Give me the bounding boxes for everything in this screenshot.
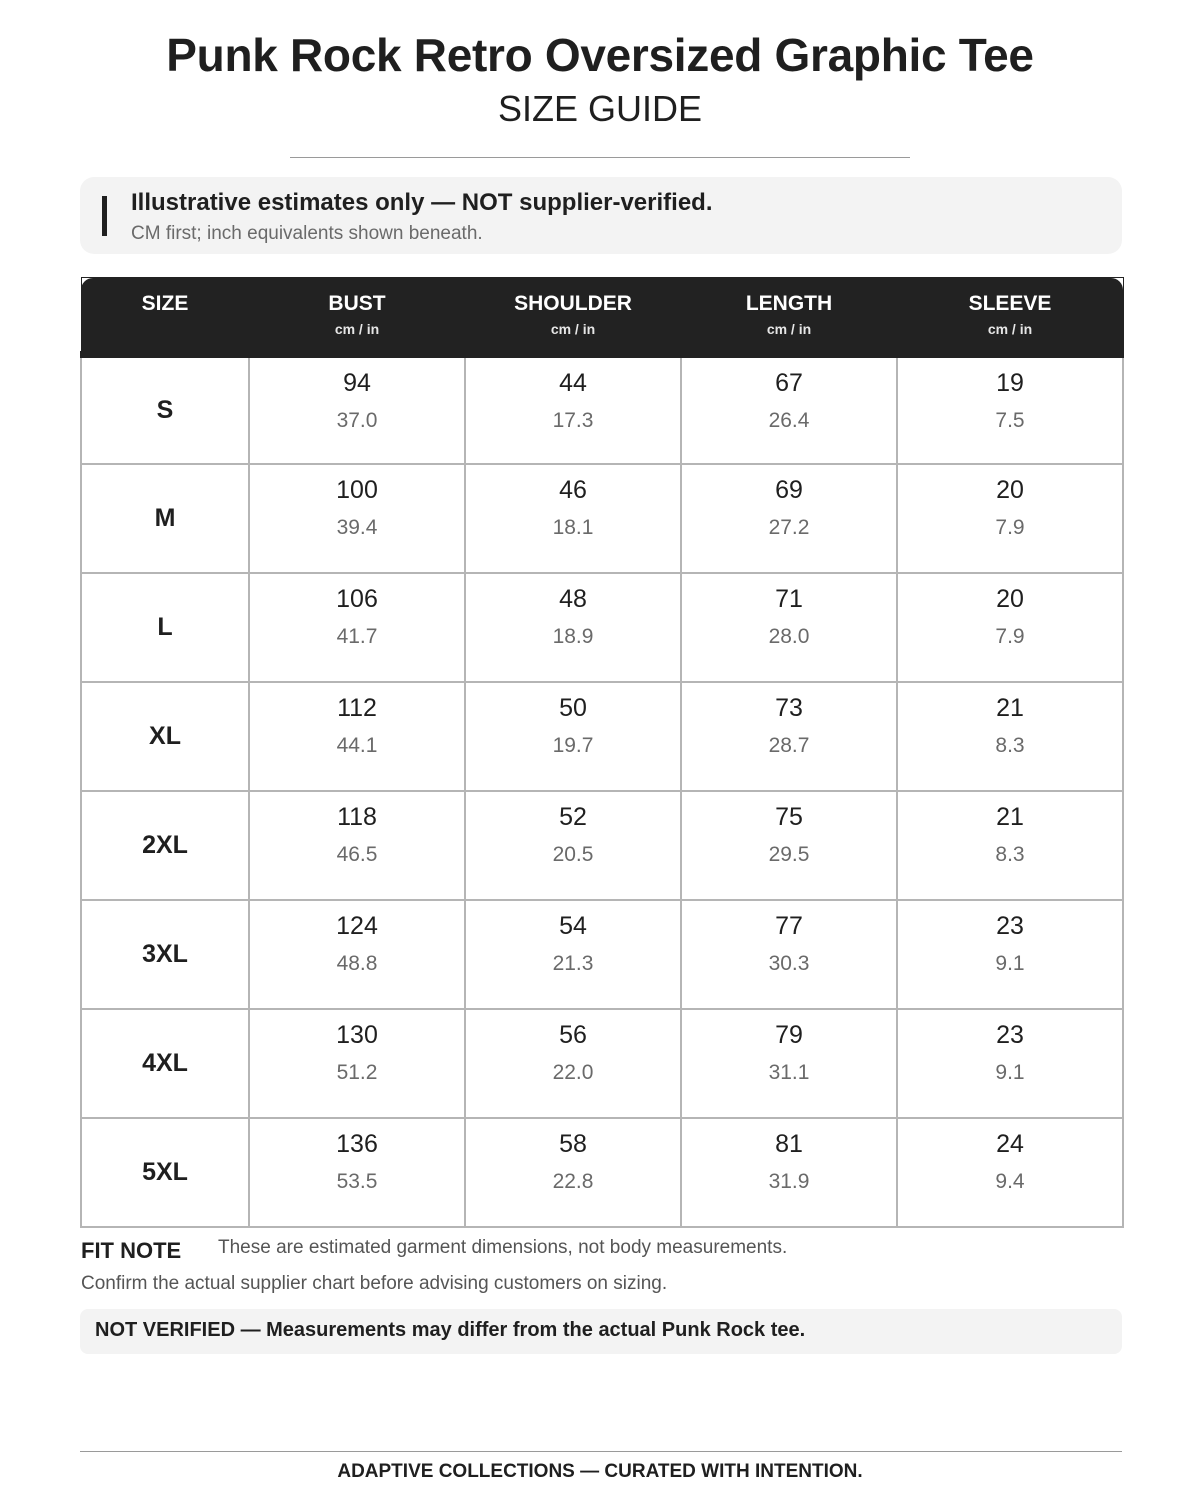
length-inch-value: 27.2 [768,515,810,539]
length-cm-value: 77 [775,911,803,940]
sleeve-cm-value: 23 [996,1020,1024,1049]
column-header-label: BUST [328,292,386,315]
shoulder-cell [465,900,681,1009]
fit-note-label: FIT NOTE [81,1238,182,1263]
shoulder-cm-value: 54 [559,911,587,940]
column-header-bust [249,278,465,355]
size-cell: 2XL [81,791,249,900]
sleeve-cm-value: 24 [996,1129,1024,1158]
table-row [81,1118,1123,1227]
table-row [81,355,1123,464]
fit-note-line-1: These are estimated garment dimensions, not body measurements. [218,1237,788,1258]
sleeve-cm-value: 23 [996,911,1024,940]
table-row [81,682,1123,791]
bust-cm-value: 94 [343,369,371,397]
column-header-unit: cm / in [334,321,380,337]
disclaimer-title: Illustrative estimates only — NOT supplier-verified. [131,189,713,216]
sleeve-cell [897,791,1123,900]
bust-cell [249,464,465,573]
column-header-label: SLEEVE [968,292,1052,315]
fit-note-line-2: Confirm the actual supplier chart before advising customers on sizing. [81,1273,668,1294]
sleeve-cell [897,682,1123,791]
sleeve-cell [897,1009,1123,1118]
shoulder-inch-value: 17.3 [552,409,594,432]
size-cell: 4XL [81,1009,249,1118]
banner-accent-bar [102,196,107,236]
disclaimer-banner [80,177,1122,254]
bust-inch-value: 44.1 [336,733,378,757]
footer-tagline: ADAPTIVE COLLECTIONS — CURATED WITH INTENTION. [337,1461,863,1482]
length-cell [681,1009,897,1118]
length-inch-value: 28.7 [768,733,810,757]
length-inch-value: 28.0 [768,624,810,648]
size-table [80,277,1124,1228]
length-cell [681,791,897,900]
bust-inch-value: 53.5 [336,1169,378,1193]
sleeve-inch-value: 7.9 [995,515,1025,539]
bust-cm-value: 118 [337,802,377,831]
length-inch-value: 29.5 [768,842,810,866]
sleeve-cell [897,1118,1123,1227]
shoulder-cell [465,355,681,464]
shoulder-inch-value: 18.9 [552,624,594,648]
size-cell: 3XL [81,900,249,1009]
bust-cm-value: 112 [337,693,377,722]
shoulder-cm-value: 52 [559,802,587,831]
bust-cell [249,1009,465,1118]
length-inch-value: 30.3 [768,951,810,975]
verification-warning-text: NOT VERIFIED — Measurements may differ from the actual Punk Rock tee. [95,1319,806,1341]
bust-inch-value: 37.0 [336,409,378,432]
column-header-label: SIZE [141,292,189,315]
bust-inch-value: 39.4 [336,515,378,539]
table-body [81,355,1123,1227]
shoulder-inch-value: 20.5 [552,842,594,866]
shoulder-cm-value: 58 [559,1129,587,1158]
column-header-unit: cm / in [766,321,812,337]
length-inch-value: 31.9 [768,1169,810,1193]
sleeve-cm-value: 20 [996,584,1024,613]
bust-cell [249,573,465,682]
bust-cell [249,791,465,900]
column-header-shoulder [465,278,681,355]
shoulder-cell [465,1118,681,1227]
length-cell [681,682,897,791]
table-row [81,1009,1123,1118]
bust-cell [249,900,465,1009]
table-row [81,464,1123,573]
shoulder-inch-value: 19.7 [552,733,594,757]
table-header-row [81,278,1123,355]
bust-cell [249,1118,465,1227]
length-cm-value: 79 [775,1020,803,1049]
title-divider [290,157,910,158]
sleeve-cm-value: 21 [996,802,1024,831]
size-cell: S [81,355,249,464]
shoulder-cm-value: 48 [559,584,587,613]
page-subtitle: SIZE GUIDE [497,88,703,129]
length-cell [681,355,897,464]
length-cell [681,464,897,573]
column-header-unit: cm / in [550,321,596,337]
length-cm-value: 81 [775,1129,803,1158]
sleeve-inch-value: 7.5 [995,409,1025,432]
sleeve-cell [897,355,1123,464]
bust-cm-value: 106 [336,584,378,613]
column-header-sleeve [897,278,1123,355]
footer-divider [80,1451,1122,1452]
sleeve-inch-value: 9.1 [995,1060,1025,1084]
sleeve-cm-value: 21 [996,693,1024,722]
length-inch-value: 31.1 [768,1060,810,1084]
bust-inch-value: 51.2 [336,1060,378,1084]
shoulder-cm-value: 44 [559,369,587,397]
size-table-container [80,277,1122,1228]
shoulder-inch-value: 22.0 [552,1060,594,1084]
shoulder-cell [465,1009,681,1118]
bust-cm-value: 130 [336,1020,378,1049]
shoulder-inch-value: 18.1 [552,515,594,539]
sleeve-inch-value: 7.9 [995,624,1025,648]
disclaimer-subtitle: CM first; inch equivalents shown beneath. [131,223,483,244]
size-cell: 5XL [81,1118,249,1227]
sleeve-cell [897,464,1123,573]
shoulder-cell [465,791,681,900]
shoulder-cell [465,464,681,573]
table-row [81,573,1123,682]
bust-cell [249,355,465,464]
column-header-size [81,278,249,355]
sleeve-cell [897,573,1123,682]
page-title: Punk Rock Retro Oversized Graphic Tee [166,29,1034,81]
length-cm-value: 71 [775,584,803,613]
length-inch-value: 26.4 [768,409,810,432]
length-cell [681,900,897,1009]
length-cm-value: 69 [775,475,803,504]
bust-inch-value: 48.8 [336,951,378,975]
column-header-label: SHOULDER [514,292,632,315]
bust-cm-value: 100 [336,475,378,504]
shoulder-inch-value: 22.8 [552,1169,594,1193]
shoulder-cell [465,682,681,791]
length-cell [681,573,897,682]
bust-inch-value: 46.5 [336,842,378,866]
length-cm-value: 75 [775,802,803,831]
verification-warning [80,1309,1122,1354]
length-cell [681,1118,897,1227]
column-header-label: LENGTH [745,292,833,315]
sleeve-inch-value: 9.4 [995,1169,1025,1193]
length-cm-value: 67 [775,369,803,397]
size-cell: L [81,573,249,682]
sleeve-inch-value: 8.3 [995,842,1025,866]
sleeve-cell [897,900,1123,1009]
sleeve-inch-value: 8.3 [995,733,1025,757]
size-cell: M [81,464,249,573]
bust-cell [249,682,465,791]
sleeve-cm-value: 19 [996,369,1024,397]
sleeve-cm-value: 20 [996,475,1024,504]
sleeve-inch-value: 9.1 [995,951,1025,975]
bust-cm-value: 136 [336,1129,378,1158]
shoulder-cm-value: 50 [559,693,587,722]
column-header-unit: cm / in [987,321,1033,337]
bust-inch-value: 41.7 [336,624,378,648]
shoulder-cm-value: 46 [559,475,587,504]
length-cm-value: 73 [775,693,803,722]
shoulder-cm-value: 56 [559,1020,587,1049]
size-cell: XL [81,682,249,791]
shoulder-cell [465,573,681,682]
bust-cm-value: 124 [336,911,378,940]
column-header-length [681,278,897,355]
table-row [81,900,1123,1009]
shoulder-inch-value: 21.3 [552,951,594,975]
table-row [81,791,1123,900]
